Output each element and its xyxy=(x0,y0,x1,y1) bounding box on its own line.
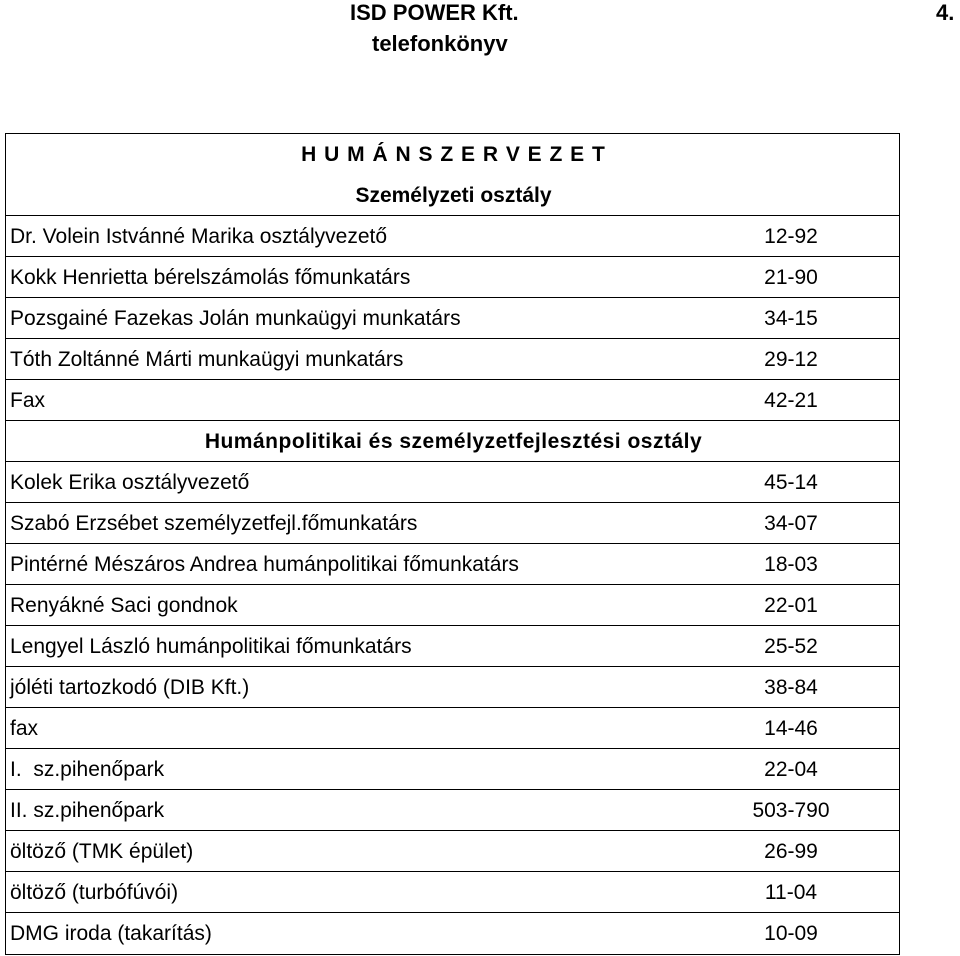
phone-extension: 21-90 xyxy=(764,266,818,289)
contact-name: Dr. Volein Istvánné Marika osztályvezető xyxy=(10,225,388,248)
table-row xyxy=(6,790,899,831)
table-row xyxy=(6,913,899,954)
phone-extension: 14-46 xyxy=(764,717,818,740)
contact-name: Kolek Erika osztályvezető xyxy=(10,471,250,494)
contact-name: Szabó Erzsébet személyzetfejl.főmunkatárs xyxy=(10,512,418,535)
department-header-row xyxy=(6,421,899,462)
department-header-row xyxy=(6,175,899,216)
contact-name: Fax xyxy=(10,389,46,412)
phone-extension: 503-790 xyxy=(752,799,830,822)
contact-name: I. sz.pihenőpark xyxy=(10,758,165,781)
contact-name: Lengyel László humánpolitikai főmunkatárs xyxy=(10,635,412,658)
contact-name: Kokk Henrietta bérelszámolás főmunkatárs xyxy=(10,266,411,289)
phone-extension: 29-12 xyxy=(764,348,818,371)
table-row xyxy=(6,626,899,667)
table-row xyxy=(6,503,899,544)
section-title-row xyxy=(6,134,899,175)
table-row xyxy=(6,585,899,626)
table-row xyxy=(6,216,899,257)
table-row xyxy=(6,667,899,708)
contact-name: Pozsgainé Fazekas Jolán munkaügyi munkatárs xyxy=(10,307,461,330)
table-row xyxy=(6,749,899,790)
phone-extension: 42-21 xyxy=(764,389,818,412)
contact-name: Tóth Zoltánné Márti munkaügyi munkatárs xyxy=(10,348,404,371)
contact-name: fax xyxy=(10,717,39,740)
table-row xyxy=(6,339,899,380)
contact-name: Renyákné Saci gondnok xyxy=(10,594,238,617)
department-title: Humánpolitikai és személyzetfejlesztési osztály xyxy=(204,430,703,453)
phone-extension: 22-04 xyxy=(764,758,818,781)
phone-extension: 45-14 xyxy=(764,471,818,494)
table-row xyxy=(6,462,899,503)
company-name: ISD POWER Kft. xyxy=(350,0,519,25)
table-row xyxy=(6,298,899,339)
table-row xyxy=(6,380,899,421)
page-header xyxy=(0,0,960,80)
phone-extension: 11-04 xyxy=(764,881,818,904)
phone-extension: 38-84 xyxy=(764,676,818,699)
table-row xyxy=(6,544,899,585)
table-row xyxy=(6,257,899,298)
document-subtitle: telefonkönyv xyxy=(372,31,508,56)
phone-extension: 12-92 xyxy=(764,225,818,248)
contact-name: Pintérné Mészáros Andrea humánpolitikai főmunkatárs xyxy=(10,553,519,576)
phone-extension: 34-15 xyxy=(764,307,818,330)
phone-extension: 18-03 xyxy=(764,553,818,576)
contact-name: DMG iroda (takarítás) xyxy=(10,922,212,945)
phone-extension: 10-09 xyxy=(764,922,818,945)
phone-extension: 34-07 xyxy=(764,512,818,535)
contact-name: II. sz.pihenőpark xyxy=(10,799,165,822)
table-row xyxy=(6,708,899,749)
phone-extension: 26-99 xyxy=(764,840,818,863)
contact-name: jóléti tartozkodó (DIB Kft.) xyxy=(10,676,250,699)
contact-name: öltöző (turbófúvói) xyxy=(10,881,179,904)
contact-name: öltöző (TMK épület) xyxy=(10,840,194,863)
section-title: H U M Á N S Z E R V E Z E T xyxy=(301,143,606,166)
phone-directory-table xyxy=(5,133,900,955)
phone-extension: 22-01 xyxy=(764,594,818,617)
phone-extension: 25-52 xyxy=(764,635,818,658)
page-number: 4. xyxy=(936,0,955,25)
department-title: Személyzeti osztály xyxy=(355,184,552,207)
table-row xyxy=(6,872,899,913)
table-row xyxy=(6,831,899,872)
